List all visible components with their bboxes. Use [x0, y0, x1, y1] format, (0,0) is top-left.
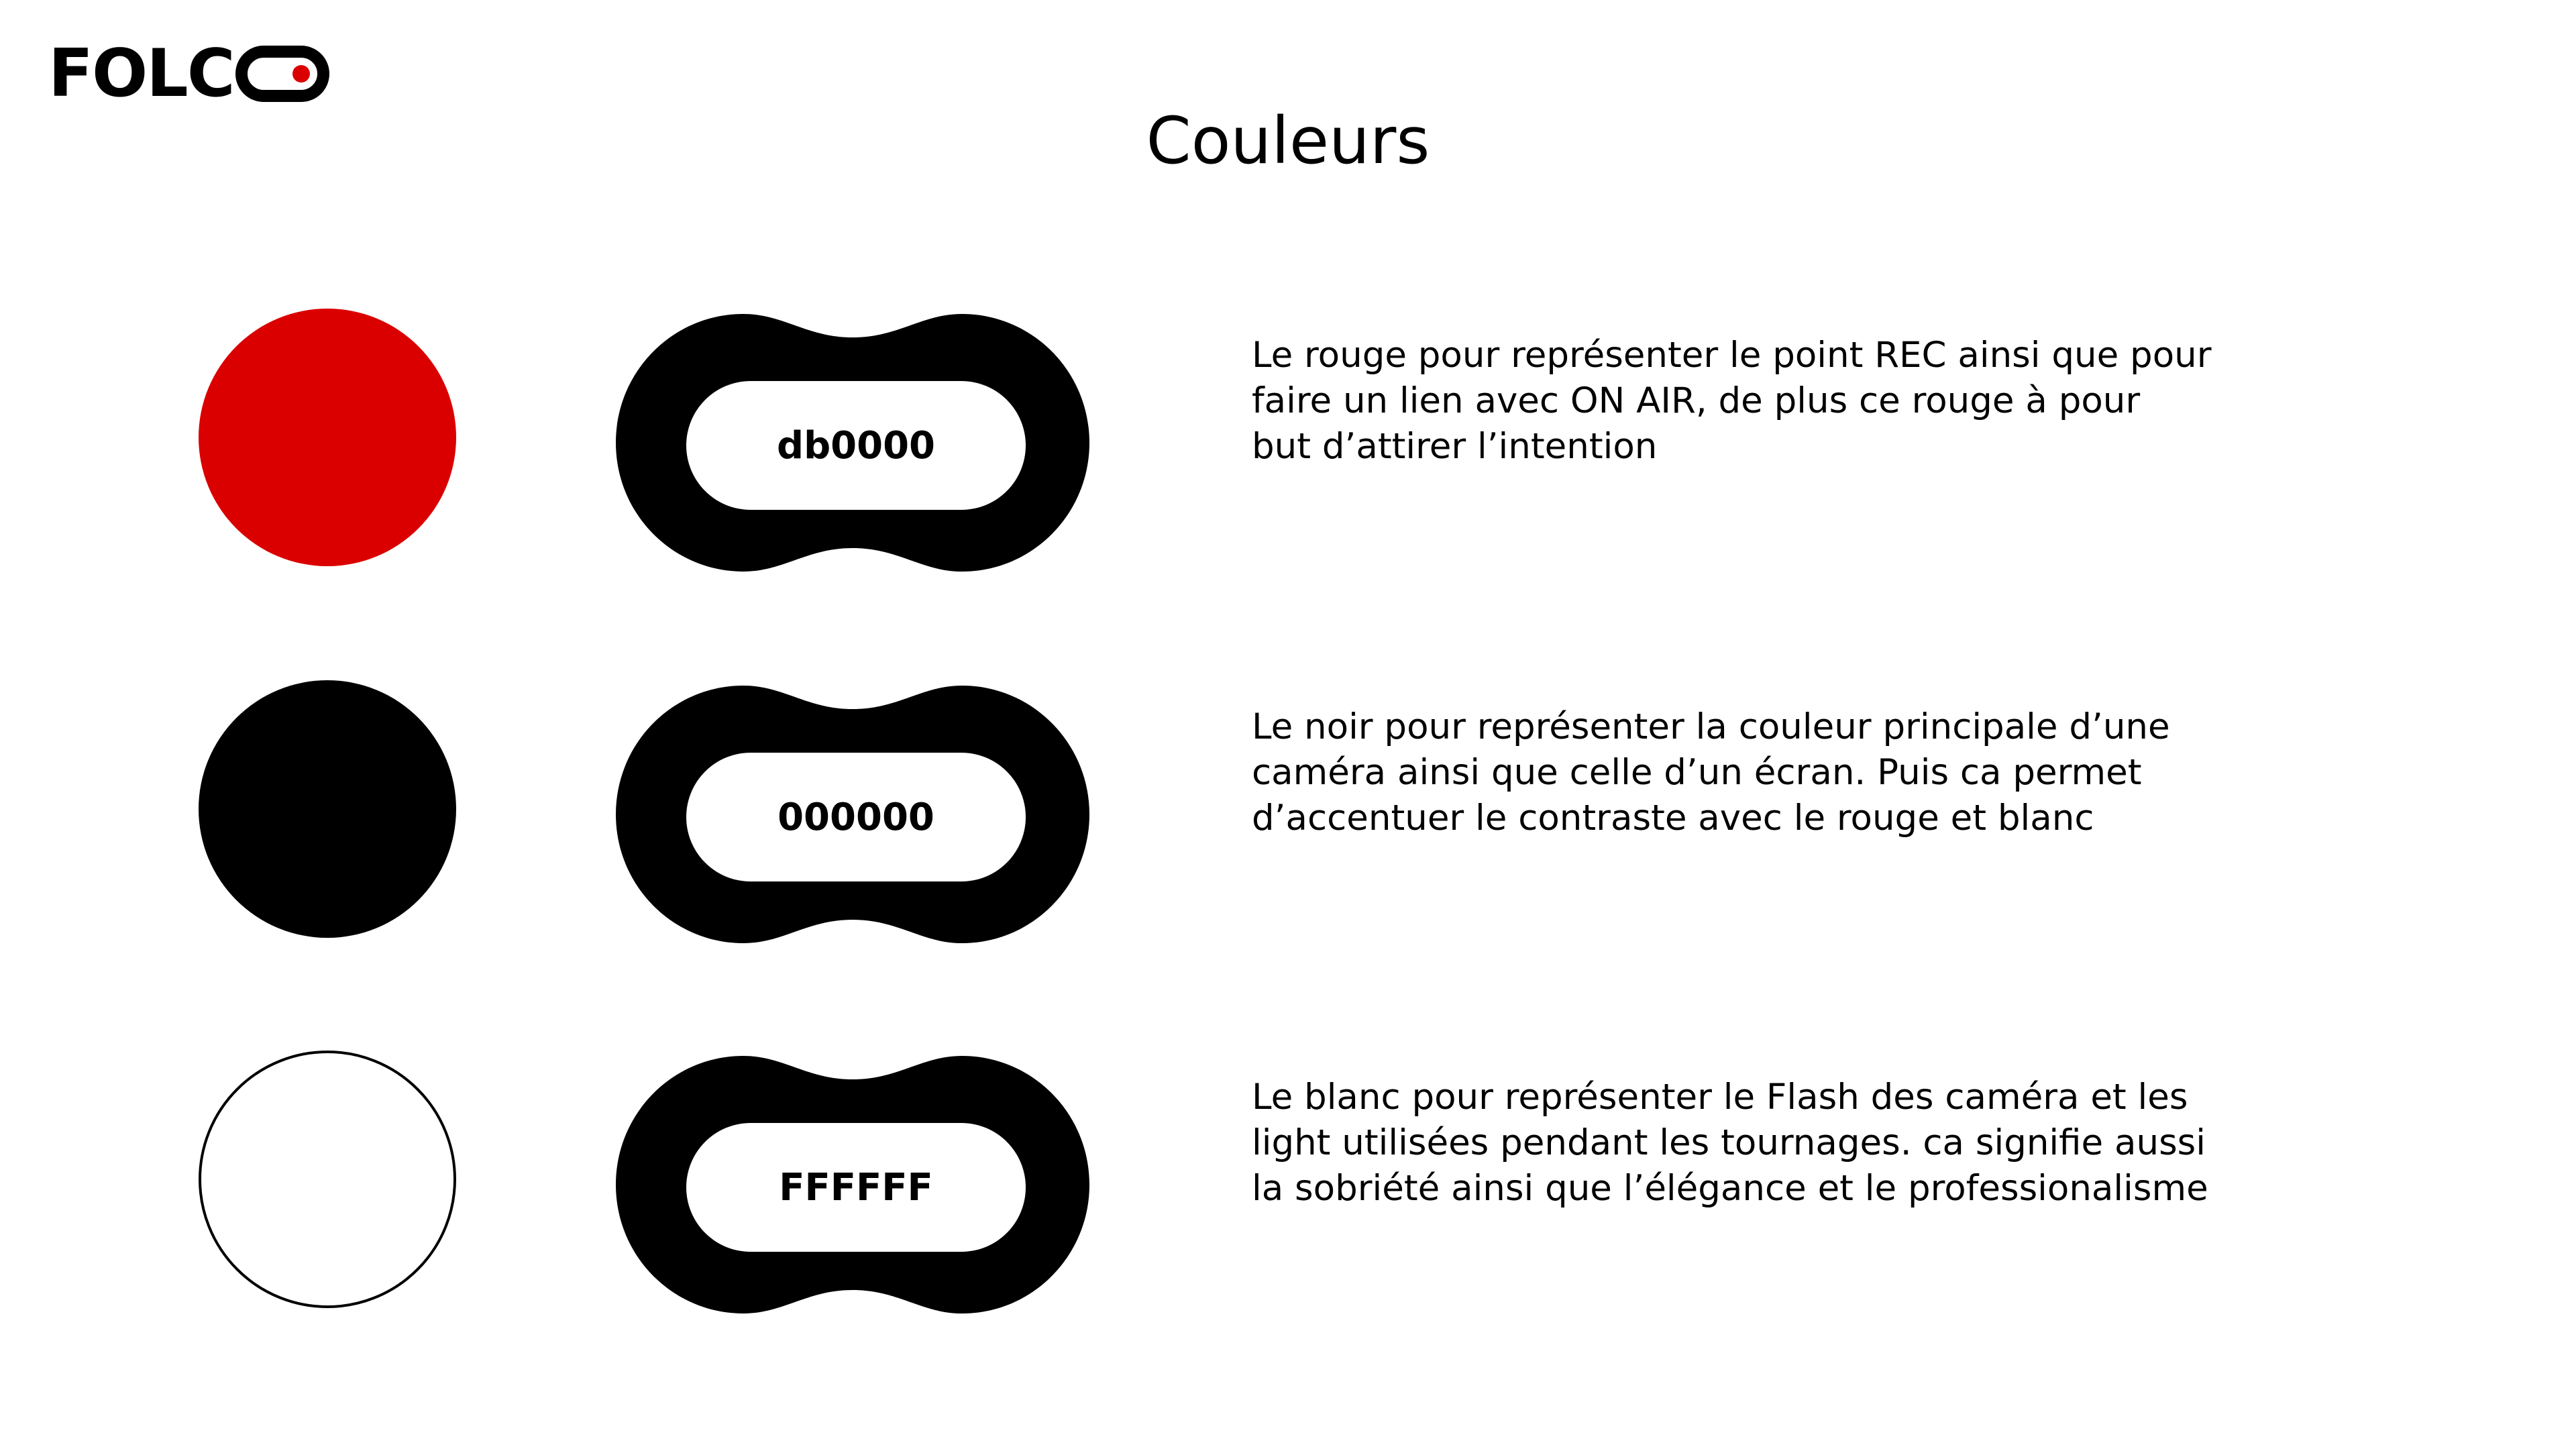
description-line: Le noir pour représenter la couleur principale d’une: [1252, 706, 2170, 747]
description-line: Le rouge pour représenter le point REC ainsi que pour: [1252, 335, 2212, 376]
hex-code-label: FFFFFF: [779, 1165, 933, 1210]
hex-code-label: 000000: [777, 795, 934, 839]
hex-code-label: db0000: [776, 423, 936, 468]
swatch-row-black: [0, 680, 2576, 949]
hex-badge: [616, 686, 1089, 943]
hex-badge: [616, 1056, 1089, 1313]
logo-wordmark: FOLC: [48, 36, 234, 112]
color-circle-red: [199, 309, 456, 566]
swatch-row-white: [0, 1051, 2576, 1319]
color-circle-white: [199, 1051, 456, 1308]
description-line: d’accentuer le contraste avec le rouge et blanc: [1252, 798, 2094, 839]
color-circle-black: [199, 680, 456, 938]
description-line: la sobriété ainsi que l’élégance et le professionalisme: [1252, 1168, 2208, 1209]
color-description: [1252, 704, 2258, 841]
color-description: [1252, 333, 2258, 470]
hex-badge: [616, 314, 1089, 572]
description-line: but d’attirer l’intention: [1252, 426, 1658, 467]
color-description: [1252, 1075, 2258, 1212]
swatch-row-red: [0, 309, 2576, 577]
description-line: light utilisées pendant les tournages. ca signifie aussi: [1252, 1122, 2206, 1163]
logo-lens-icon: [235, 46, 329, 102]
page-title: Couleurs: [1146, 103, 1430, 178]
description-line: Le blanc pour représenter le Flash des caméra et les: [1252, 1077, 2188, 1118]
description-line: caméra ainsi que celle d’un écran. Puis ca permet: [1252, 752, 2142, 793]
description-line: faire un lien avec ON AIR, de plus ce rouge à pour: [1252, 380, 2141, 421]
brand-logo: [48, 36, 329, 112]
